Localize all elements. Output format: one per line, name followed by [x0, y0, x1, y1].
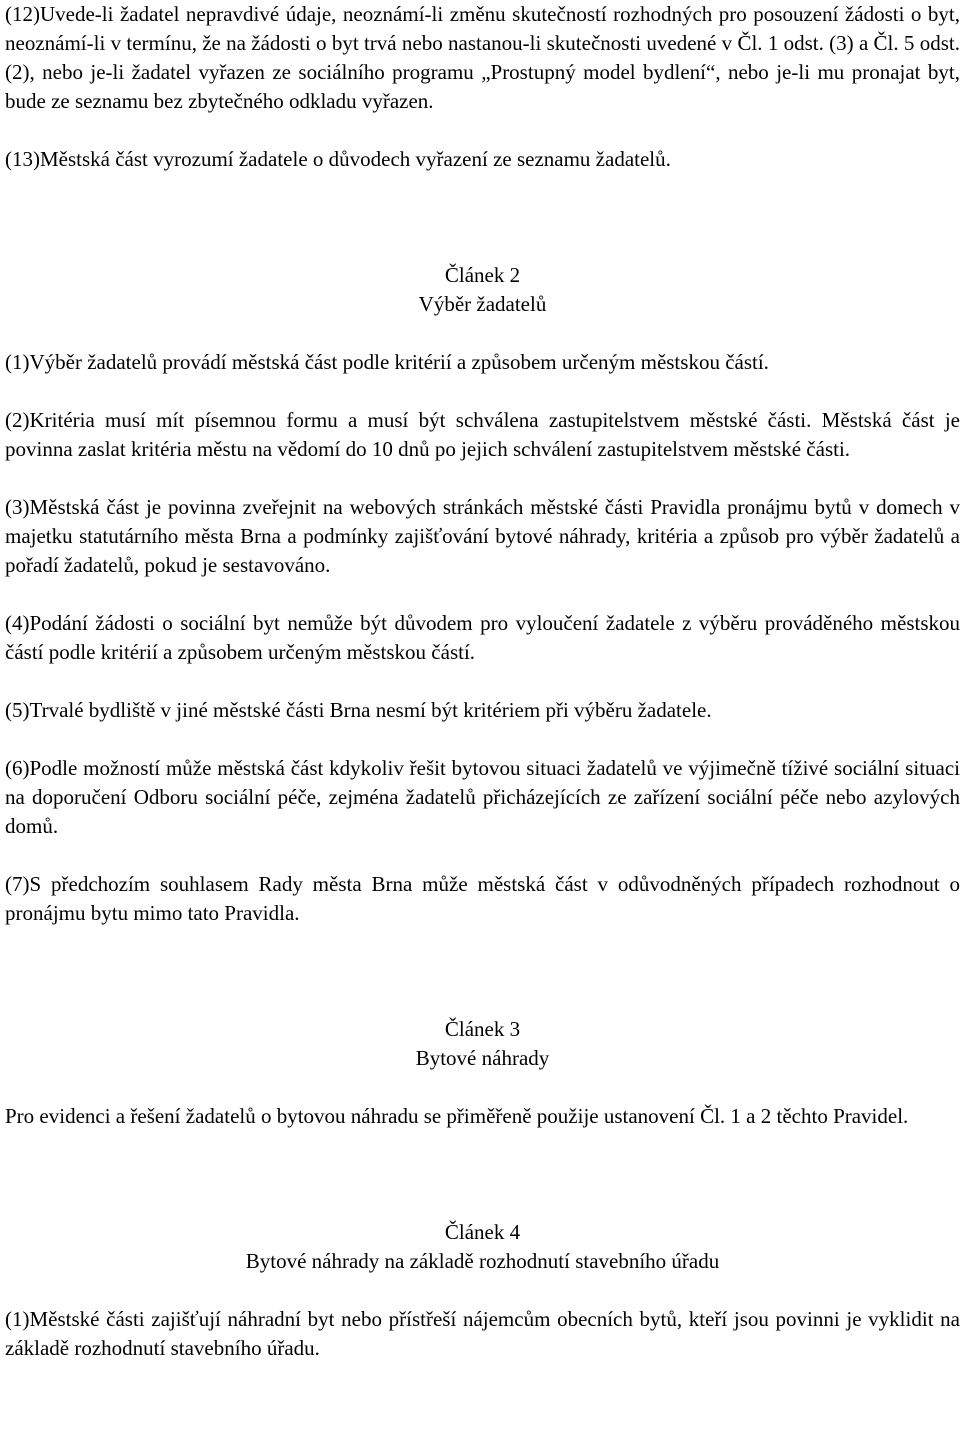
- article-2-paragraph-7: (7)S předchozím souhlasem Rady města Brna může městská část v odůvodněných případech rozhodnout o pronájmu bytu mimo tato Pravidla.: [5, 872, 960, 925]
- paragraph-13: (13)Městská část vyrozumí žadatele o důvodech vyřazení ze seznamu žadatelů.: [5, 147, 671, 171]
- article-2-paragraph-6: (6)Podle možností může městská část kdykoliv řešit bytovou situaci žadatelů ve výjimečně tíživé sociální situaci na doporučení Odboru sociální péče, zejména žadatelů přicházejících ze zařízení sociální péče nebo azylových domů.: [5, 756, 960, 838]
- article-2-paragraph-5: (5)Trvalé bydliště v jiné městské části Brna nesmí být kritériem při výběru žadatele.: [5, 698, 712, 722]
- article-4-number: Článek 4: [444, 1220, 521, 1244]
- document-page: [5, 0, 960, 1363]
- article-2-number: Článek 2: [444, 263, 521, 287]
- article-4: [5, 1218, 960, 1363]
- article-3-paragraph-1: Pro evidenci a řešení žadatelů o bytovou náhradu se přiměřeně použije ustanovení Čl. 1 a 2 těchto Pravidel.: [5, 1104, 909, 1128]
- article-4-title: Bytové náhrady na základě rozhodnutí stavebního úřadu: [245, 1249, 720, 1273]
- article-4-paragraph-1: (1)Městské části zajišťují náhradní byt nebo přístřeší nájemcům obecních bytů, kteří jsou povinni je vyklidit na základě rozhodnutí stavebního úřadu.: [5, 1307, 960, 1360]
- article-3-title: Bytové náhrady: [415, 1046, 550, 1070]
- article-3: [5, 1015, 960, 1131]
- article-3-number: Článek 3: [444, 1017, 521, 1041]
- article-2-title: Výběr žadatelů: [418, 292, 547, 316]
- paragraph-12: (12)Uvede-li žadatel nepravdivé údaje, neoznámí-li změnu skutečností rozhodných pro posouzení žádosti o byt, neoznámí-li v termínu, že na žádosti o byt trvá nebo nastanou-li skutečnosti uvedené v Čl. 1 odst. (3) a Čl. 5 odst. (2), nebo je-li žadatel vyřazen ze sociálního programu „Prostupný model bydlení“, nebo je-li mu pronajat byt, bude ze seznamu bez zbytečného odkladu vyřazen.: [5, 2, 960, 113]
- article-2-paragraph-1: (1)Výběr žadatelů provádí městská část podle kritérií a způsobem určeným městskou částí.: [5, 350, 769, 374]
- article-2-paragraph-4: (4)Podání žádosti o sociální byt nemůže být důvodem pro vyloučení žadatele z výběru prováděného městskou částí podle kritérií a způsobem určeným městskou částí.: [5, 611, 960, 664]
- article-2-paragraph-3: (3)Městská část je povinna zveřejnit na webových stránkách městské části Pravidla pronájmu bytů v domech v majetku statutárního města Brna a podmínky zajišťování bytové náhrady, kritéria a způsob pro výběr žadatelů a pořadí žadatelů, pokud je sestavováno.: [5, 495, 960, 577]
- article-2: [5, 261, 960, 928]
- article-2-paragraph-2: (2)Kritéria musí mít písemnou formu a musí být schválena zastupitelstvem městské části. Městská část je povinna zaslat kritéria městu na vědomí do 10 dnů po jejich schválení zastupitelstvem městské části.: [5, 408, 960, 461]
